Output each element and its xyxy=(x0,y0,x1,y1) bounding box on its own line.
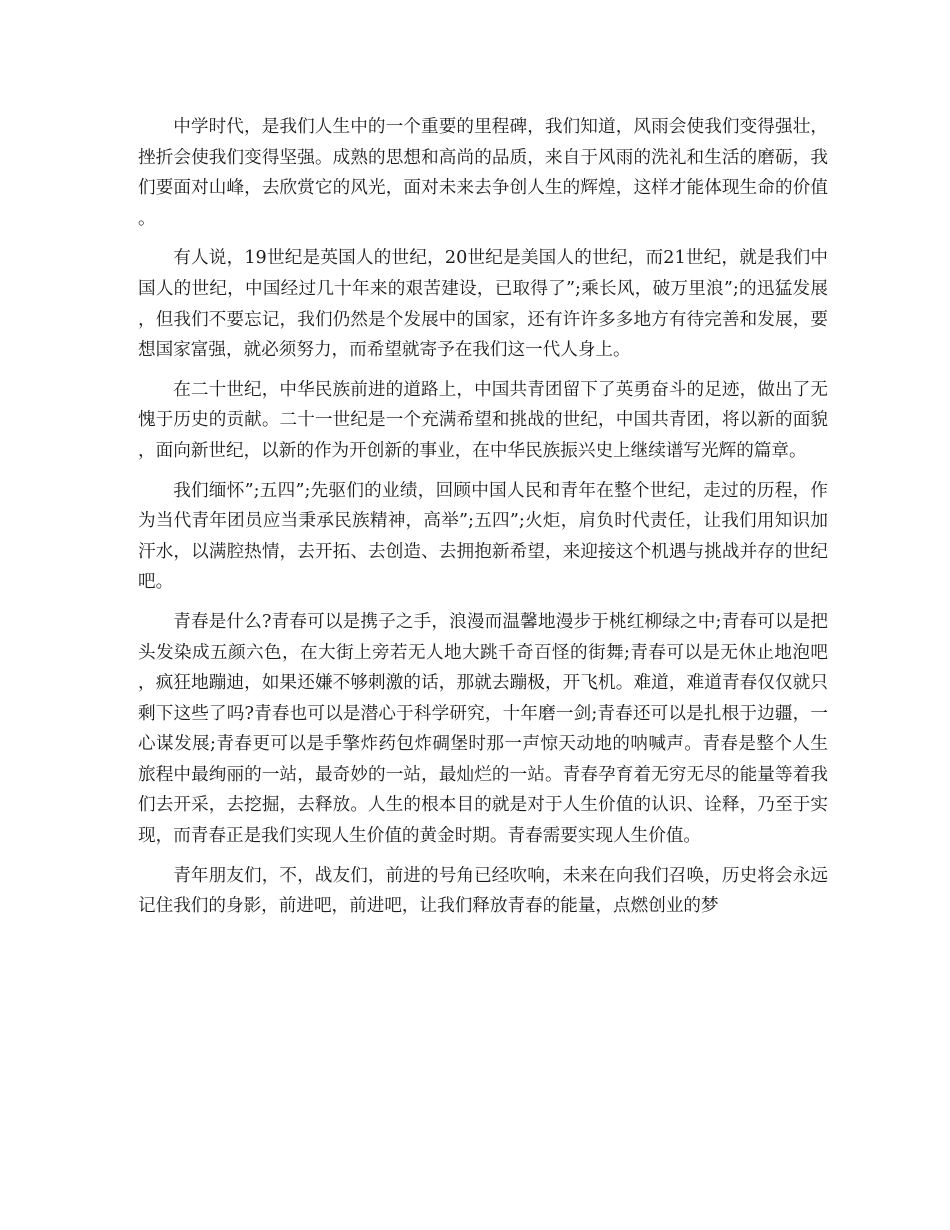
paragraph-2: 有人说，19世纪是英国人的世纪，20世纪是美国人的世纪，而21世纪，就是我们中国人的世纪，中国经过几十年来的艰苦建设，已取得了”;乘长风，破万里浪”;的迅猛发展，但我们不要忘记，我们仍然是个发展中的国家，还有许许多多地方有待完善和发展，要想国家富强，就必须努力，而希望就寄予在我们这一代人身上。 xyxy=(138,248,828,361)
paragraph-1: 中学时代，是我们人生中的一个重要的里程碑，我们知道，风雨会使我们变得强壮，挫折会使我们变得坚强。成熟的思想和高尚的品质，来自于风雨的洗礼和生活的磨砺，我们要面对山峰，去欣赏它的风光，面对未来去争创人生的辉煌，这样才能体现生命的价值。 xyxy=(138,117,828,229)
paragraph-3: 在二十世纪，中华民族前进的道路上，中国共青团留下了英勇奋斗的足迹，做出了无愧于历史的贡献。二十一世纪是一个充满希望和挑战的世纪，中国共青团，将以新的面貌，面向新世纪，以新的作为开创新的事业，在中华民族振兴史上继续谱写光辉的篇章。 xyxy=(138,379,828,461)
paragraph-4: 我们缅怀”;五四”;先驱们的业绩，回顾中国人民和青年在整个世纪，走过的历程，作为当代青年团员应当秉承民族精神，高举”;五四”;火炬，肩负时代责任，让我们用知识加汗水，以满腔热情，去开拓、去创造、去拥抱新希望，来迎接这个机遇与挑战并存的世纪吧。 xyxy=(138,480,828,593)
document-page xyxy=(138,112,828,931)
paragraph-5: 青春是什么?青春可以是携子之手，浪漫而温馨地漫步于桃红柳绿之中;青春可以是把头发染成五颜六色，在大街上旁若无人地大跳千奇百怪的街舞;青春可以是无休止地泡吧，疯狂地蹦迪，如果还嫌不够刺激的话，那就去蹦极，开飞机。难道，难道青春仅仅就只剩下这些了吗?青春也可以是潜心于科学研究，十年磨一剑;青春还可以是扎根于边疆，一心谋发展;青春更可以是手擎炸药包炸碉堡时那一声惊天动地的呐喊声。青春是整个人生旅程中最绚丽的一站，最奇妙的一站，最灿烂的一站。青春孕育着无穷无尽的能量等着我们去开采，去挖掘，去释放。人生的根本目的就是对于人生价值的认识、诠释，乃至于实现，而青春正是我们实现人生价值的黄金时期。青春需要实现人生价值。 xyxy=(138,611,828,847)
paragraph-6: 青年朋友们，不，战友们，前进的号角已经吹响，未来在向我们召唤，历史将会永远记住我们的身影，前进吧，前进吧，让我们释放青春的能量，点燃创业的梦 xyxy=(138,865,828,917)
